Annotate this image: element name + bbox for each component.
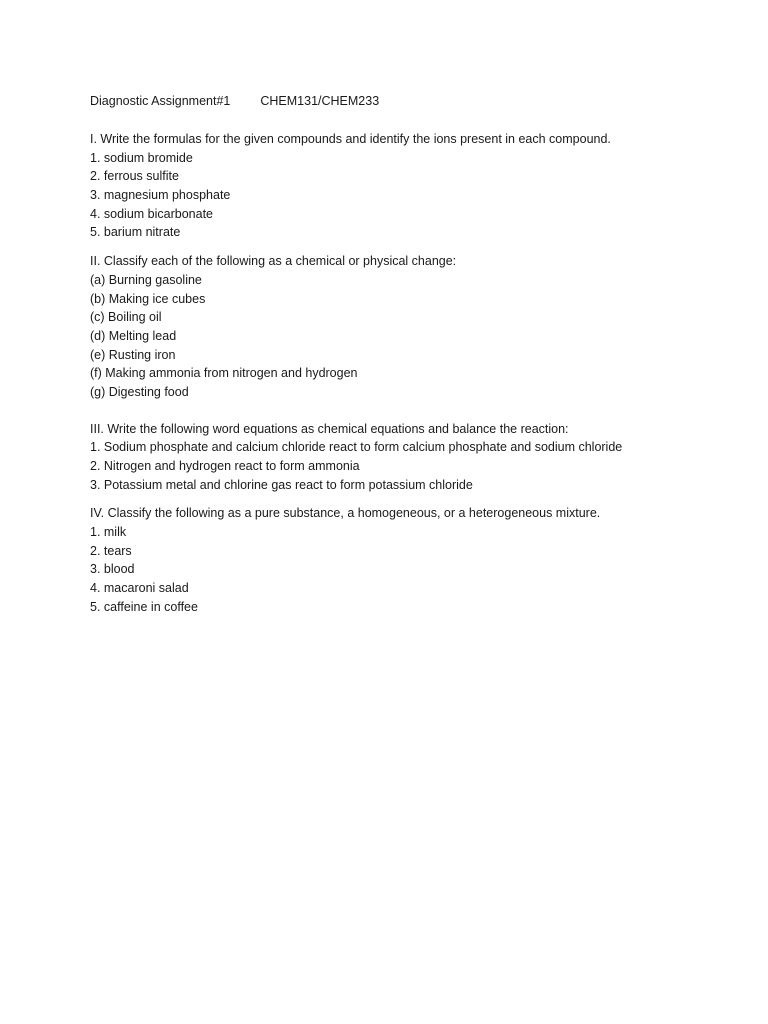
section-heading: I. Write the formulas for the given compounds and identify the ions present in each compound.: [90, 132, 611, 146]
course-code: CHEM131/CHEM233: [260, 94, 380, 108]
section-heading: II. Classify each of the following as a chemical or physical change:: [90, 254, 457, 269]
list-item: (g) Digesting food: [90, 384, 189, 399]
list-item: 3. magnesium phosphate: [90, 188, 231, 203]
list-item: 3. Potassium metal and chlorine gas react to form potassium chloride: [90, 477, 473, 492]
list-item: 2. tears: [90, 543, 132, 558]
list-item: 1. sodium bromide: [90, 150, 193, 165]
list-item: 1. milk: [90, 525, 127, 540]
section-heading: IV. Classify the following as a pure substance, a homogeneous, or a heterogeneous mixture.: [90, 506, 601, 521]
section-4: [90, 504, 730, 616]
list-item: 5. caffeine in coffee: [90, 599, 198, 614]
list-item: (a) Burning gasoline: [90, 272, 202, 287]
document-page: [90, 92, 730, 617]
section-3: [90, 420, 730, 495]
list-item: (b) Making ice cubes: [90, 291, 206, 306]
list-item: 2. Nitrogen and hydrogen react to form ammonia: [90, 459, 360, 473]
list-item: (d) Melting lead: [90, 328, 177, 343]
list-item: 2. ferrous sulfite: [90, 169, 179, 184]
list-item: (c) Boiling oil: [90, 310, 162, 325]
list-item: 3. blood: [90, 562, 135, 577]
assignment-title: Diagnostic Assignment#1: [90, 94, 231, 108]
list-item: 5. barium nitrate: [90, 225, 181, 240]
list-item: (e) Rusting iron: [90, 347, 176, 362]
list-item: 4. macaroni salad: [90, 581, 189, 596]
list-item: (f) Making ammonia from nitrogen and hydrogen: [90, 366, 358, 381]
section-heading: III. Write the following word equations as chemical equations and balance the reaction:: [90, 421, 569, 436]
list-item: 4. sodium bicarbonate: [90, 206, 213, 221]
section-2: [90, 252, 730, 402]
section-1: [90, 130, 730, 242]
document-header: [90, 92, 730, 110]
list-item: 1. Sodium phosphate and calcium chloride react to form calcium phosphate and sodium chloride: [90, 440, 623, 455]
